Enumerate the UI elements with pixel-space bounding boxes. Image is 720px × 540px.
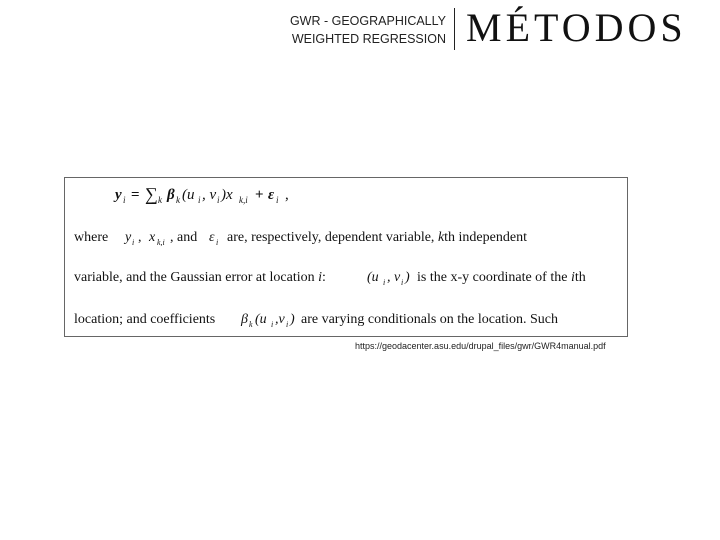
- gwr-equation: [113, 184, 289, 205]
- eq-sum: ∑: [145, 184, 158, 204]
- eq-eps: ε: [268, 187, 275, 203]
- line2-coord-u: (u: [367, 270, 379, 285]
- line2-coord-close: ): [405, 270, 410, 285]
- eq-comma: ,: [285, 187, 289, 203]
- title-divider: [454, 8, 455, 50]
- eq-u-sub: i: [198, 195, 201, 205]
- text-line-3: [74, 312, 558, 329]
- eq-sum-sub: k: [158, 195, 162, 205]
- subtitle-line-1: GWR - GEOGRAPHICALLY: [289, 14, 446, 28]
- text-line-2: [74, 270, 586, 287]
- line1-x: x: [149, 230, 156, 245]
- formula-svg: [65, 178, 627, 336]
- section-subtitle: [270, 12, 446, 48]
- line3-coord-u: (u: [255, 312, 267, 327]
- eq-v: , v: [202, 187, 217, 203]
- line2-coord-v-sub: i: [401, 278, 404, 287]
- line2-rest-a: is the x-y coordinate of the: [417, 270, 571, 285]
- line2-coord-u-sub: i: [383, 278, 386, 287]
- line1-k: k: [437, 230, 445, 245]
- eq-y-sub: i: [123, 195, 126, 205]
- line2-rest: [417, 270, 586, 285]
- eq-x: )x: [221, 187, 233, 203]
- eq-beta: β: [167, 187, 175, 203]
- line1-eps: ε: [209, 230, 215, 245]
- eq-u: (u: [182, 187, 195, 203]
- line1-y: y: [125, 230, 132, 245]
- line3-text: location; and coefficients: [74, 312, 216, 327]
- eq-y: y: [115, 187, 122, 203]
- line1-where: where: [74, 230, 109, 245]
- line1-eps-sub: i: [216, 238, 219, 247]
- line2-i: i: [318, 270, 323, 285]
- line3-coord-v: ,v: [275, 312, 285, 327]
- eq-eps-sub: i: [276, 195, 279, 205]
- line1-rest: [227, 230, 527, 245]
- eq-x-sub: k,i: [239, 195, 248, 205]
- line2-coord-v: , v: [387, 270, 401, 285]
- line3-coord-v-sub: i: [286, 320, 289, 329]
- eq-plus: +: [255, 187, 264, 203]
- line3-beta: β: [241, 312, 248, 327]
- page-title: MÉTODOS: [466, 5, 687, 50]
- line1-rest-b: th independent: [444, 230, 527, 245]
- line2-rest-b: th: [574, 270, 586, 285]
- subtitle-line-2: WEIGHTED REGRESSION: [291, 32, 446, 46]
- eq-beta-sub: k: [176, 195, 180, 205]
- formula-excerpt-image: [64, 177, 628, 337]
- line1-comma1: ,: [138, 230, 142, 245]
- source-url[interactable]: https://geodacenter.asu.edu/drupal_files/gwr/GWR4manual.pdf: [355, 341, 606, 351]
- line3-beta-sub: k: [249, 320, 253, 329]
- eq-v-sub: i: [217, 195, 220, 205]
- text-line-1: [74, 230, 527, 247]
- line1-and: , and: [170, 230, 198, 245]
- line2-colon: :: [322, 270, 326, 285]
- line1-x-sub: k,i: [157, 238, 165, 247]
- line2-ith: i: [570, 270, 575, 285]
- line1-rest-a: are, respectively, dependent variable,: [227, 230, 438, 245]
- line3-coord-close: ): [290, 312, 295, 327]
- line3-rest: are varying conditionals on the location. Such: [301, 312, 558, 327]
- line3-coord-u-sub: i: [271, 320, 274, 329]
- line2-text-a: variable, and the Gaussian error at location: [74, 270, 319, 285]
- line2-text: [74, 270, 326, 285]
- eq-equals: =: [131, 187, 140, 203]
- line1-y-sub: i: [132, 238, 135, 247]
